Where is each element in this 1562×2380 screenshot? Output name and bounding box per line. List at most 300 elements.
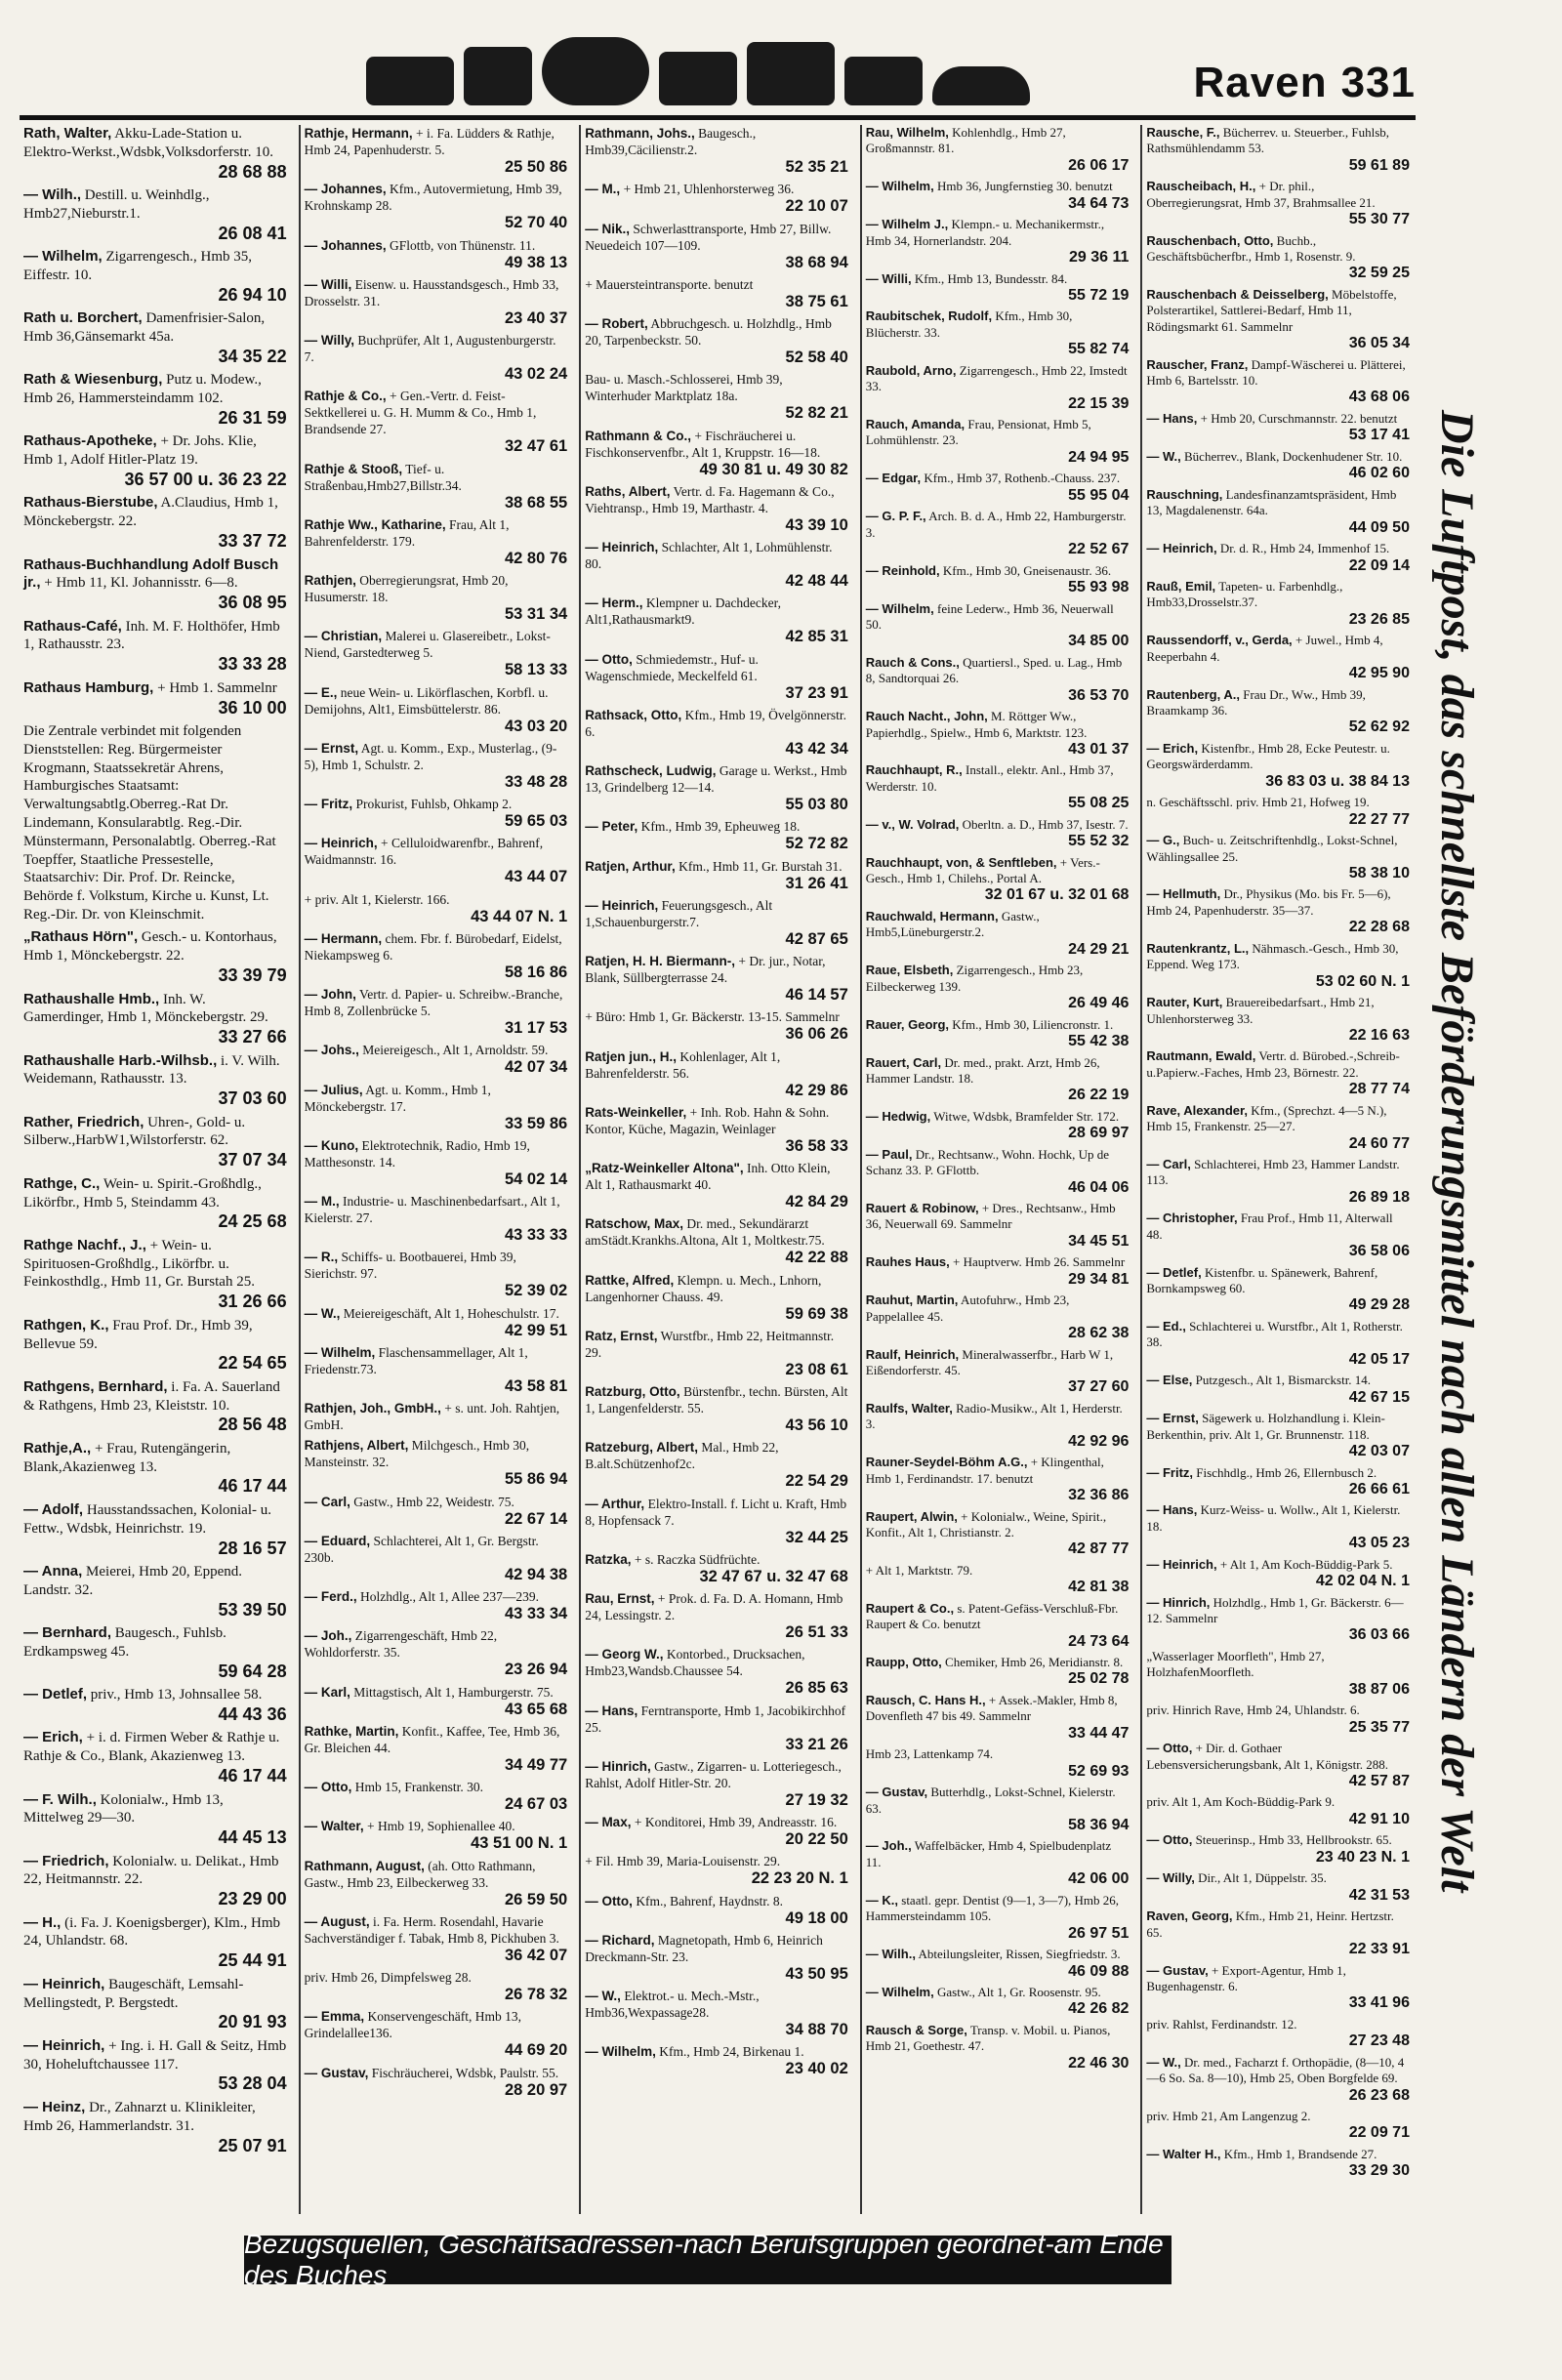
entry-details: Bau- u. Masch.-Schlosserei, Hmb 39, Winterhuder Marktplatz 18a.	[585, 372, 783, 404]
directory-entry	[585, 539, 850, 591]
entry-name: — Hans,	[1146, 410, 1198, 426]
entry-phone: 26 49 46	[1068, 995, 1130, 1012]
directory-entry	[866, 655, 1131, 705]
entry-details: Klempn.- u. Mechanikermstr., Hmb 34, Hornerlandstr. 204.	[865, 217, 1105, 248]
entry-phone: 43 44 07 N. 1	[471, 907, 568, 925]
entry-phone: 29 36 11	[1068, 249, 1130, 267]
entry-name: — Otto,	[585, 1893, 633, 1908]
column-1	[20, 125, 293, 2214]
entry-name: Rathaus-Bierstube,	[23, 494, 158, 512]
entry-details: neue Wein- u. Likörflaschen, Korbfl. u. Demijohns, Alt1, Eimsbüttelerstr. 86.	[304, 684, 549, 717]
entry-name: — Heinrich,	[1146, 541, 1217, 556]
directory-entry	[1146, 2147, 1412, 2181]
directory-entry	[23, 2037, 289, 2094]
entry-phone: 24 60 77	[1348, 1134, 1410, 1152]
entry-details: Abbruchgesch. u. Holzhdlg., Hmb 20, Tarpenbeckstr. 50.	[585, 316, 832, 348]
directory-entry	[305, 628, 570, 679]
entry-details: Agt. u. Komm., Exp., Musterlag., (9-5), Hmb 1, Schulstr. 2.	[304, 740, 557, 772]
entry-name: — Fritz,	[1146, 1464, 1194, 1480]
entry-name: — K.,	[865, 1892, 899, 1908]
entry-name: Rathaushalle Hmb.,	[23, 990, 160, 1007]
directory-entry	[1146, 1373, 1412, 1407]
entry-details: Inh. W. Gamerdinger, Hmb 1, Mönckebergstr. 29.	[23, 991, 268, 1026]
entry-details: Kohlenlager, Alt 1, Bahrenfelderstr. 56.	[585, 1048, 781, 1081]
entry-details: Dr. med., prakt. Arzt, Hmb 26, Hammer Landstr. 18.	[865, 1054, 1100, 1086]
entry-name: Ratz, Ernst,	[585, 1328, 658, 1343]
entry-details: Schiffs- u. Bootbauerei, Hmb 39, Sierichstr. 97.	[304, 1250, 516, 1282]
entry-details: GFlottb, von Thünenstr. 11.	[390, 237, 536, 253]
directory-entry	[866, 271, 1131, 306]
hatbox-icon	[542, 37, 649, 105]
entry-details: Kistenfbr. u. Spänewerk, Bahrenf, Bornkampsweg 60.	[1146, 1264, 1378, 1296]
entry-phone: 23 26 85	[1348, 610, 1410, 628]
entry-name: — Detlef,	[1146, 1264, 1202, 1280]
directory-entry	[23, 248, 289, 305]
entry-phone: 36 10 00	[218, 697, 287, 718]
entry-details: Damenfrisier-Salon, Hmb 36,Gänsemarkt 45a.	[23, 310, 266, 346]
entry-name: Rautenkrantz, L.,	[1146, 940, 1250, 956]
entry-phone: 44 69 20	[504, 2041, 568, 2060]
entry-name: — Wilh.,	[23, 186, 82, 204]
directory-entry	[305, 237, 570, 272]
entry-name: — Johs.,	[304, 1043, 359, 1058]
entry-details: + Celluloidwarenfbr., Bahrenf, Waidmannstr. 16.	[304, 836, 544, 868]
directory-entry	[23, 309, 289, 366]
entry-phone: 43 42 34	[785, 739, 848, 758]
directory-entry	[866, 1838, 1131, 1888]
directory-entry	[305, 1249, 570, 1300]
entry-name: Rausch, C. Hans H.,	[865, 1692, 986, 1707]
directory-entry	[23, 556, 289, 613]
entry-details: Vertr. d. Papier- u. Schreibw.-Branche, Hmb 8, Zollenbrücke 5.	[304, 987, 563, 1018]
entry-details: Frau, Pensionat, Hmb 5, Lohmühlenstr. 23.	[865, 417, 1091, 448]
entry-phone: 53 31 34	[504, 605, 568, 623]
entry-name: — Emma,	[304, 2009, 365, 2025]
directory-entry	[305, 1969, 570, 2004]
entry-details: M. Röttger Ww., Papierhdlg., Spielw., Hmb 6, Marktstr. 123.	[865, 709, 1088, 740]
entry-details: + Mauersteintransporte. benutzt	[585, 276, 754, 292]
entry-phone: 43 01 37	[1068, 740, 1130, 758]
entry-details: Gastw., Alt 1, Gr. Roosenstr. 95.	[936, 1985, 1101, 1999]
directory-entry	[1146, 633, 1412, 682]
directory-entry	[585, 1439, 850, 1491]
entry-phone: 43 50 95	[785, 1964, 848, 1983]
entry-name: Rausch & Sorge,	[865, 2022, 967, 2037]
entry-details: Wurstfbr., Hmb 22, Heitmannstr. 29.	[585, 1328, 835, 1360]
entry-details: Schlachter, Alt 1, Lohmühlenstr. 80.	[585, 540, 833, 571]
entry-name: Rathge Nachf., J.,	[23, 1236, 146, 1253]
entry-name: — Herm.,	[585, 595, 643, 611]
column-2	[299, 125, 574, 2214]
entry-details: + s. Raczka Südfrüchte.	[634, 1551, 760, 1567]
entry-phone: 43 02 24	[504, 365, 568, 383]
entry-details: Möbelstoffe, Polsterartikel, Sattlerei-Bedarf, Hmb 11, Rödingsmarkt 61. Sammelnr	[1146, 286, 1397, 334]
entry-phone: 43 56 10	[785, 1416, 848, 1434]
directory-entry	[1146, 886, 1412, 936]
directory-entry	[866, 363, 1131, 413]
directory-entry	[305, 181, 570, 232]
directory-entry	[305, 1627, 570, 1679]
entry-name: — Julius,	[304, 1082, 363, 1097]
entry-name: — Wilhelm,	[865, 600, 934, 616]
column-4	[860, 125, 1135, 2214]
directory-entry	[866, 762, 1131, 812]
entry-phone: 58 36 94	[1068, 1816, 1130, 1833]
directory-entry	[305, 1818, 570, 1853]
directory-entry	[305, 1588, 570, 1623]
directory-entry	[866, 1655, 1131, 1689]
directory-entry	[1146, 1703, 1412, 1737]
entry-phone: 25 02 78	[1068, 1670, 1130, 1688]
entry-name: Rats-Weinkeller,	[585, 1104, 687, 1120]
entry-phone: 43 05 23	[1348, 1535, 1410, 1552]
entry-phone: 36 03 66	[1348, 1626, 1410, 1644]
directory-entry	[305, 796, 570, 831]
entry-name: Rathje Ww., Katharine,	[304, 516, 446, 532]
directory-entry	[1146, 995, 1412, 1045]
entry-phone: 53 17 41	[1348, 427, 1410, 444]
entry-phone: 44 09 50	[1348, 518, 1410, 536]
directory-entry	[585, 371, 850, 423]
entry-details: priv. Rahlst, Ferdinandstr. 12.	[1146, 2016, 1297, 2031]
directory-entry	[585, 1853, 850, 1888]
entry-details: Vertr. d. Fa. Hagemann & Co., Viehtransp., Hmb 19, Marthastr. 4.	[585, 483, 835, 515]
entry-phone: 42 84 29	[785, 1193, 848, 1211]
entry-phone: 22 09 71	[1348, 2124, 1410, 2142]
directory-entry	[585, 1496, 850, 1547]
entry-details: Dr. d. R., Hmb 24, Immenhof 15.	[1219, 541, 1390, 556]
entry-phone: 49 38 13	[504, 253, 568, 271]
entry-details: + i. d. Firmen Weber & Rathje u. Rathje & Co., Blank, Akazienweg 13.	[23, 1730, 280, 1765]
entry-phone: 55 08 25	[1068, 795, 1130, 812]
entry-details: Buchprüfer, Alt 1, Augustenburgerstr. 7.	[304, 333, 556, 364]
directory-entry	[866, 1785, 1131, 1834]
directory-entry	[305, 2065, 570, 2100]
directory-entry	[866, 1509, 1131, 1559]
entry-phone: 36 53 70	[1068, 686, 1130, 704]
directory-entry	[866, 601, 1131, 651]
entry-phone: 42 03 07	[1348, 1443, 1410, 1459]
entry-phone: 38 87 06	[1348, 1680, 1410, 1698]
entry-details: Nähmasch.-Gesch., Hmb 30, Eppend. Weg 173.	[1146, 940, 1399, 972]
entry-details: Frau, Alt 1, Bahrenfelderstr. 179.	[304, 516, 510, 549]
directory-entry	[585, 1932, 850, 1984]
entry-details: Gesch.- u. Kontorhaus, Hmb 1, Mönckebergstr. 22.	[23, 929, 277, 964]
entry-details: + Fischräucherei u. Fischkonservenfbr., Alt 1, Kruppstr. 16—18.	[585, 428, 821, 460]
entry-name: — Bernhard,	[23, 1624, 112, 1642]
entry-details: Kfm., Hmb 30, Liliencronstr. 1.	[952, 1016, 1114, 1032]
entry-name: — Hermann,	[304, 930, 383, 946]
entry-details: Hmb 15, Frankenstr. 30.	[354, 1780, 483, 1794]
entry-name: Raue, Elsbeth,	[865, 963, 954, 978]
entry-phone: 27 19 32	[785, 1790, 848, 1809]
entry-details: + s. unt. Joh. Rahtjen, GmbH.	[304, 1401, 560, 1432]
directory-entry	[1146, 1103, 1412, 1153]
directory-entry	[23, 679, 289, 718]
entry-name: Ratjen jun., H.,	[585, 1048, 677, 1064]
directory-entry	[585, 315, 850, 367]
entry-name: Rauschning,	[1146, 486, 1223, 502]
entry-phone: 34 35 22	[218, 346, 287, 366]
entry-phone: 24 73 64	[1068, 1632, 1130, 1650]
entry-phone: 53 28 04	[218, 2073, 287, 2094]
directory-entry	[1146, 1465, 1412, 1499]
entry-name: Raths, Albert,	[585, 483, 671, 499]
entry-name: — Otto,	[304, 1780, 352, 1794]
entry-details: Kohlenhdlg., Hmb 27, Großmannstr. 81.	[865, 125, 1066, 156]
entry-phone: 42 26 82	[1068, 2000, 1130, 2018]
directory-entry	[585, 1893, 850, 1928]
entry-name: Rave, Alexander,	[1146, 1102, 1248, 1118]
entry-details: Meiereigesch., Alt 1, Arnoldstr. 59.	[362, 1043, 549, 1058]
entry-phone: 31 17 53	[504, 1019, 568, 1037]
directory-entry	[585, 858, 850, 893]
entry-details: A.Claudius, Hmb 1, Mönckebergstr. 22.	[23, 495, 278, 530]
entry-phone: 53 02 60 N. 1	[1315, 972, 1410, 990]
entry-details: + Fil. Hmb 39, Maria-Louisenstr. 29.	[585, 1854, 781, 1869]
directory-entry	[585, 125, 850, 177]
entry-details: Elektrot.- u. Mech.-Mstr., Hmb36,Wexpassage28.	[585, 1989, 760, 2020]
entry-details: Gastw., Zigarren- u. Lotteriegesch., Rahlst, Adolf Hitler-Str. 20.	[585, 1758, 842, 1790]
entry-details: + Frau, Rutengängerin, Blank,Akazienweg 13.	[23, 1440, 231, 1475]
entry-phone: 36 57 00 u. 36 23 22	[124, 469, 287, 489]
directory-entry	[585, 1104, 850, 1156]
entry-details: + Dr. Johs. Klie, Hmb 1, Adolf Hitler-Platz 19.	[23, 433, 257, 469]
entry-details: + Hmb 1. Sammelnr	[157, 679, 277, 696]
directory-entry	[23, 186, 289, 243]
entry-phone: 32 47 67 u. 32 47 68	[699, 1567, 848, 1585]
entry-details: Industrie- u. Maschinenbedarfsart., Alt 1, Kielerstr. 27.	[304, 1194, 560, 1225]
directory-entry	[1146, 1502, 1412, 1552]
entry-name: — M.,	[585, 182, 621, 197]
entry-phone: 23 08 61	[785, 1360, 848, 1378]
entry-details: Magnetopath, Hmb 6, Heinrich Dreckmann-Str. 23.	[585, 1932, 823, 1964]
entry-name: Rautmann, Ewald,	[1146, 1048, 1256, 1064]
entry-name: — Walter H.,	[1146, 2146, 1221, 2161]
entry-details: Oberltn. a. D., Hmb 37, Isestr. 7.	[962, 816, 1129, 832]
entry-name: Rathsack, Otto,	[585, 707, 682, 722]
directory-entry	[305, 835, 570, 886]
entry-phone: 31 26 41	[785, 874, 848, 892]
trunk-icon	[464, 47, 532, 105]
entry-phone: 22 15 39	[1068, 394, 1130, 412]
directory-entry	[1146, 1870, 1412, 1905]
entry-phone: 26 22 19	[1068, 1087, 1130, 1104]
entry-phone: 52 70 40	[504, 214, 568, 232]
entry-phone: 33 29 30	[1348, 2162, 1410, 2180]
directory-entry	[866, 1109, 1131, 1143]
entry-details: Zigarrengeschäft, Hmb 22, Wohldorferstr. 35.	[304, 1628, 498, 1661]
directory-entry	[305, 516, 570, 568]
directory-entry	[305, 1858, 570, 1909]
entry-details: + Gen.-Vertr. d. Feist-Sektkellerei u. G. H. Mumm & Co., Hmb 1, Brandsende 27.	[304, 389, 537, 437]
entry-name: „Rathaus Hörn",	[23, 928, 139, 946]
entry-name: Rauscheibach, H.,	[1146, 179, 1256, 194]
entry-details: priv. Hmb 26, Dimpfelsweg 28.	[304, 1970, 472, 1985]
entry-phone: 26 08 41	[218, 223, 287, 243]
entry-phone: 20 91 93	[218, 2012, 287, 2032]
entry-name: — Gustav,	[865, 1785, 928, 1800]
directory-entry	[1146, 1411, 1412, 1460]
directory-entry	[585, 1383, 850, 1435]
entry-name: Rausche, F.,	[1146, 125, 1220, 140]
entry-details: Feuerungsgesch., Alt 1,Schauenburgerstr.7.	[585, 897, 773, 929]
entry-phone: 52 62 92	[1348, 718, 1410, 736]
directory-entry	[305, 461, 570, 513]
entry-details: Fischräucherei, Wdsbk, Paulstr. 55.	[371, 2065, 559, 2080]
entry-name: — Willy,	[1146, 1870, 1195, 1886]
entry-details: chem. Fbr. f. Bürobedarf, Eidelst, Niekampsweg 6.	[304, 930, 562, 963]
entry-name: — Carl,	[304, 1494, 350, 1509]
entry-phone: 28 20 97	[504, 2080, 568, 2099]
entry-phone: 26 23 68	[1348, 2086, 1410, 2104]
entry-phone: 26 78 32	[504, 1986, 568, 2003]
directory-entry	[585, 1215, 850, 1267]
entry-phone: 28 68 88	[218, 161, 287, 182]
page-title	[1194, 59, 1417, 107]
directory-entry	[1146, 1048, 1412, 1098]
entry-name: — Johannes,	[304, 182, 387, 197]
entry-phone: 37 27 60	[1068, 1378, 1130, 1396]
entry-name: Rath u. Borchert,	[23, 309, 143, 327]
entry-name: Raupp, Otto,	[865, 1655, 942, 1670]
entry-name: — Heinrich,	[1146, 1556, 1217, 1572]
directory-entry	[866, 1455, 1131, 1504]
entry-details: Mineralwasserfbr., Harb W 1, Eißendorferstr. 45.	[865, 1346, 1114, 1377]
entry-details: Die Zentrale verbindet mit folgenden Dienststellen: Reg. Bürgermeister Krogmann, Staatssekretär Ahrens, Hamburgisches Staatsamt: Verwaltungsabtlg.Oberreg.-Rat Dr. Lindemann, Konsularabtlg. Reg.-Dir. Münstermann, Personalabtlg. Oberreg.-Rat Toepffer, Staatliche Pressestelle, Staatsarchiv: Dir. Prof. Dr. Reincke, Behörde f. Volkstum, Kirche u. Kunst, Lt. Reg.-Dir. Dr. von Kleinschmit.	[23, 722, 276, 923]
entry-phone: 52 82 21	[785, 404, 848, 423]
entry-phone: 27 23 48	[1348, 2032, 1410, 2050]
entry-details: Kfm., Hmb 39, Epheuweg 18.	[640, 819, 801, 835]
entry-phone: 32 01 67 u. 32 01 68	[984, 886, 1130, 904]
directory-entry	[23, 1175, 289, 1232]
entry-phone: 26 06 17	[1068, 156, 1130, 174]
entry-phone: 42 22 88	[785, 1249, 848, 1267]
entry-name: Ratjen, Arthur,	[585, 858, 676, 874]
entry-phone: 25 50 86	[504, 158, 568, 176]
entry-details: + Büro: Hmb 1, Gr. Bäckerstr. 13-15. Sammelnr	[585, 1009, 840, 1025]
directory-entry	[866, 1293, 1131, 1342]
entry-details: Putz u. Modew., Hmb 26, Hammersteindamm 102.	[23, 372, 262, 407]
entry-phone: 28 69 97	[1068, 1125, 1130, 1142]
entry-name: — Detlef,	[23, 1686, 88, 1703]
entry-phone: 46 04 06	[1068, 1178, 1130, 1196]
entry-details: Baugeschäft, Lemsahl-Mellingstedt, P. Bergstedt.	[23, 1976, 244, 2011]
entry-name: Ratzeburg, Albert,	[585, 1440, 698, 1456]
entry-name: — G. P. F.,	[865, 509, 926, 524]
directory-entry	[1146, 449, 1412, 483]
entry-details: Elektrotechnik, Radio, Hmb 19, Matthesonstr. 14.	[304, 1137, 530, 1169]
directory-entry	[305, 125, 570, 177]
entry-phone: 42 87 77	[1068, 1540, 1130, 1558]
entry-details: i. Fa. A. Sauerland & Rathgens, Hmb 23, Kleiststr. 10.	[23, 1378, 280, 1414]
entry-phone: 38 75 61	[785, 292, 848, 310]
directory-entry	[1146, 1557, 1412, 1591]
entry-phone: 59 65 03	[504, 812, 568, 830]
directory-entry	[305, 1437, 570, 1489]
entry-name: — Heinrich,	[304, 836, 378, 851]
entry-phone: 36 08 95	[218, 593, 287, 613]
entry-phone: 28 62 38	[1068, 1325, 1130, 1342]
directory-entry	[866, 817, 1131, 851]
directory-entry	[1146, 179, 1412, 228]
directory-entry	[866, 963, 1131, 1012]
entry-name: — Wilh.,	[865, 1947, 916, 1962]
entry-details: Schlachterei, Alt 1, Gr. Bergstr. 230b.	[304, 1533, 539, 1565]
entry-details: Chemiker, Hmb 26, Meridianstr. 8.	[945, 1655, 1124, 1670]
entry-name: — R.,	[304, 1250, 339, 1265]
entry-details: Inh. M. F. Holthöfer, Hmb 1, Rathausstr. 23.	[23, 618, 280, 653]
entry-phone: 37 07 34	[218, 1150, 287, 1170]
directory-entry	[585, 2043, 850, 2078]
entry-phone: 46 17 44	[218, 1766, 287, 1786]
entry-details: Kfm., Hmb 24, Birkenau 1.	[659, 2044, 804, 2060]
entry-phone: 55 93 98	[1068, 579, 1130, 595]
entry-details: Malerei u. Glasereibetr., Lokst-Niend, Garstedterweg 5.	[304, 629, 551, 661]
entry-name: — Heinrich,	[23, 1975, 105, 1992]
entry-name: — Hans,	[1146, 1502, 1198, 1518]
directory-entry	[23, 432, 289, 489]
entry-name: Rathje, Hermann,	[304, 126, 413, 141]
entry-name: — Heinz,	[23, 2098, 86, 2115]
directory-entry	[305, 1684, 570, 1719]
entry-name: Rauschenbach, Otto,	[1146, 232, 1274, 248]
entry-phone: 55 03 80	[785, 796, 848, 813]
entry-details: Buchb., Geschäftsbücherfbr., Hmb 1, Rosenstr. 9.	[1146, 232, 1356, 265]
entry-name: Rauner-Seydel-Böhm A.G.,	[865, 1455, 1028, 1470]
column-3	[579, 125, 854, 2214]
entry-phone: 36 05 34	[1348, 335, 1410, 352]
entry-phone: 55 95 04	[1068, 486, 1130, 504]
entry-name: — Willy,	[304, 333, 354, 348]
directory-entry	[585, 1272, 850, 1324]
entry-phone: 42 31 53	[1348, 1886, 1410, 1904]
entry-details: Kfm., Bahrenf, Haydnstr. 8.	[636, 1893, 784, 1908]
entry-name: Rauert, Carl,	[865, 1054, 942, 1070]
entry-phone: 42 05 17	[1348, 1350, 1410, 1368]
entry-name: Rathaus-Café,	[23, 617, 122, 635]
entry-details: + Hmb 11, Kl. Johannisstr. 6—8.	[44, 575, 238, 592]
entry-details: Fischhdlg., Hmb 26, Ellernbusch 2.	[1196, 1464, 1377, 1480]
entry-phone: 42 80 76	[504, 549, 568, 567]
entry-phone: 58 38 10	[1348, 864, 1410, 882]
entry-details: Kfm., Hmb 11, Gr. Burstah 31.	[678, 858, 843, 874]
entry-name: — Wilhelm,	[865, 179, 934, 194]
entry-details: + priv. Alt 1, Kielerstr. 166.	[304, 891, 450, 907]
entry-name: Raven, Georg,	[1146, 1908, 1233, 1924]
entry-details: Schmiedemstr., Huf- u. Wagenschmiede, Meckelfeld 61.	[585, 651, 759, 683]
directory-entry	[23, 1317, 289, 1374]
entry-details: s. Patent-Gefäss-Verschluß-Fbr. Raupert & Co. benutzt	[865, 1600, 1119, 1632]
entry-phone: 33 44 47	[1068, 1724, 1130, 1742]
entry-name: — Ernst,	[1146, 1411, 1199, 1426]
directory-entry	[585, 181, 850, 216]
entry-name: Rauß, Emil,	[1146, 579, 1216, 594]
directory-entry	[23, 1052, 289, 1109]
footer-banner	[244, 2229, 1172, 2290]
entry-name: — Paul,	[865, 1146, 913, 1162]
entry-details: Mal., Hmb 22, B.alt.Schützenhof2c.	[585, 1440, 779, 1472]
entry-details: Destill. u. Weinhdlg., Hmb27,Nieburstr.1.	[23, 187, 210, 222]
directory-entry	[1146, 795, 1412, 829]
entry-name: Rauhut, Martin,	[865, 1293, 959, 1308]
entry-name: Rathjen, Joh., GmbH.,	[304, 1401, 441, 1416]
directory-entry	[23, 1501, 289, 1558]
directory-entry	[866, 1985, 1131, 2019]
entry-name: Rathgen, K.,	[23, 1316, 109, 1334]
entry-name: — Karl,	[304, 1684, 350, 1700]
entry-name: — M.,	[304, 1194, 340, 1209]
